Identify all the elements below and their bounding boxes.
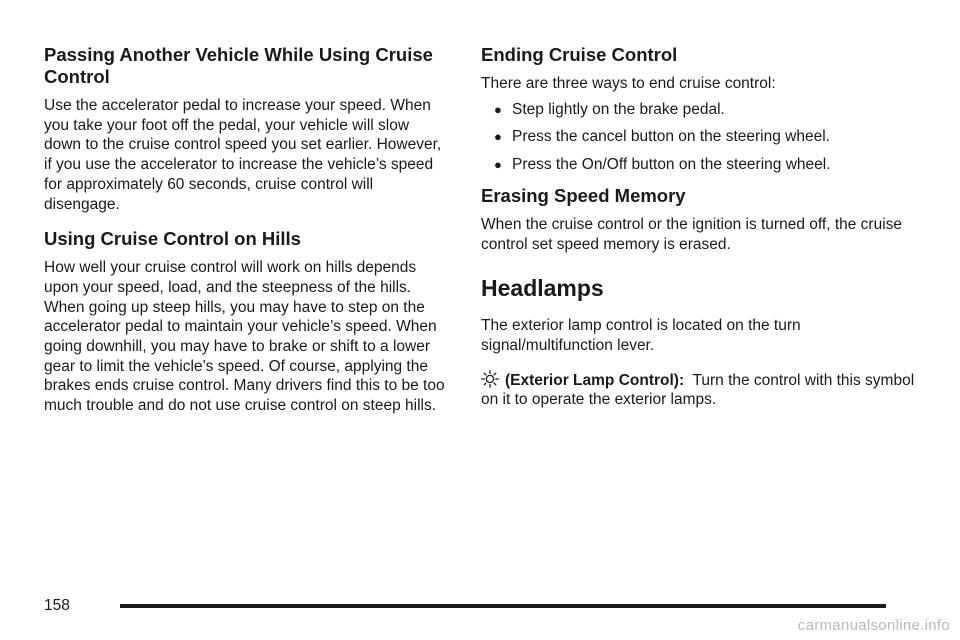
bullet-icon: ● xyxy=(494,129,502,145)
headlamps-body: The exterior lamp control is located on the turn signal/multifunction lever. xyxy=(481,317,801,354)
section-title-passing: Passing Another Vehicle While Using Cruise Control xyxy=(44,44,433,87)
section-title-erasing: Erasing Speed Memory xyxy=(481,184,686,206)
ending-methods-list xyxy=(481,100,921,175)
list-item: ● Step lightly on the brake pedal. xyxy=(494,100,725,118)
bullet-icon: ● xyxy=(494,157,502,173)
lamp-control-label: (Exterior Lamp Control): xyxy=(505,371,685,389)
left-column xyxy=(44,44,449,430)
lamp-control-paragraph xyxy=(481,370,921,410)
footer-divider xyxy=(120,604,886,608)
page-number: 158 xyxy=(44,597,70,614)
watermark: carmanualsonline.info xyxy=(797,617,950,634)
right-column xyxy=(481,44,921,424)
section-body-hills: How well your cruise control will work on hills depends upon your speed, load, and the steepness of the hills. When going up steep hills, you may have to step on the accelerator pedal to maintain your vehicle’s speed. When going downhill, you may have to brake or shift to a lower gear to limit the vehicle’s speed. Of course, applying the brakes ends cruise control. Many drivers find this to be too much trouble and do not use cruise control on steep hills. xyxy=(44,259,445,415)
bullet-icon: ● xyxy=(494,101,502,117)
chapter-heading-headlamps: Headlamps xyxy=(481,275,604,302)
section-body-erasing: When the cruise control or the ignition is turned off, the cruise control set speed memory is erased. xyxy=(481,215,903,253)
section-title-hills: Using Cruise Control on Hills xyxy=(44,228,301,250)
lamp-control-text: Turn the control with this symbol on it to operate the exterior lamps. xyxy=(481,371,915,409)
list-item: ● Press the cancel button on the steering wheel. xyxy=(494,128,830,146)
list-item: ● Press the On/Off button on the steering wheel. xyxy=(494,156,831,174)
exterior-lamp-icon xyxy=(481,370,499,388)
section-body-passing: Use the accelerator pedal to increase your speed. When you take your foot off the pedal, your vehicle will slow down to the cruise control speed you set earlier. However, if you use the accelerator to increase the vehicle’s speed for approximately 60 seconds, cruise control will disengage. xyxy=(44,97,442,213)
section-title-ending: Ending Cruise Control xyxy=(481,44,678,65)
section-intro-ending: There are three ways to end cruise control: xyxy=(481,75,776,92)
